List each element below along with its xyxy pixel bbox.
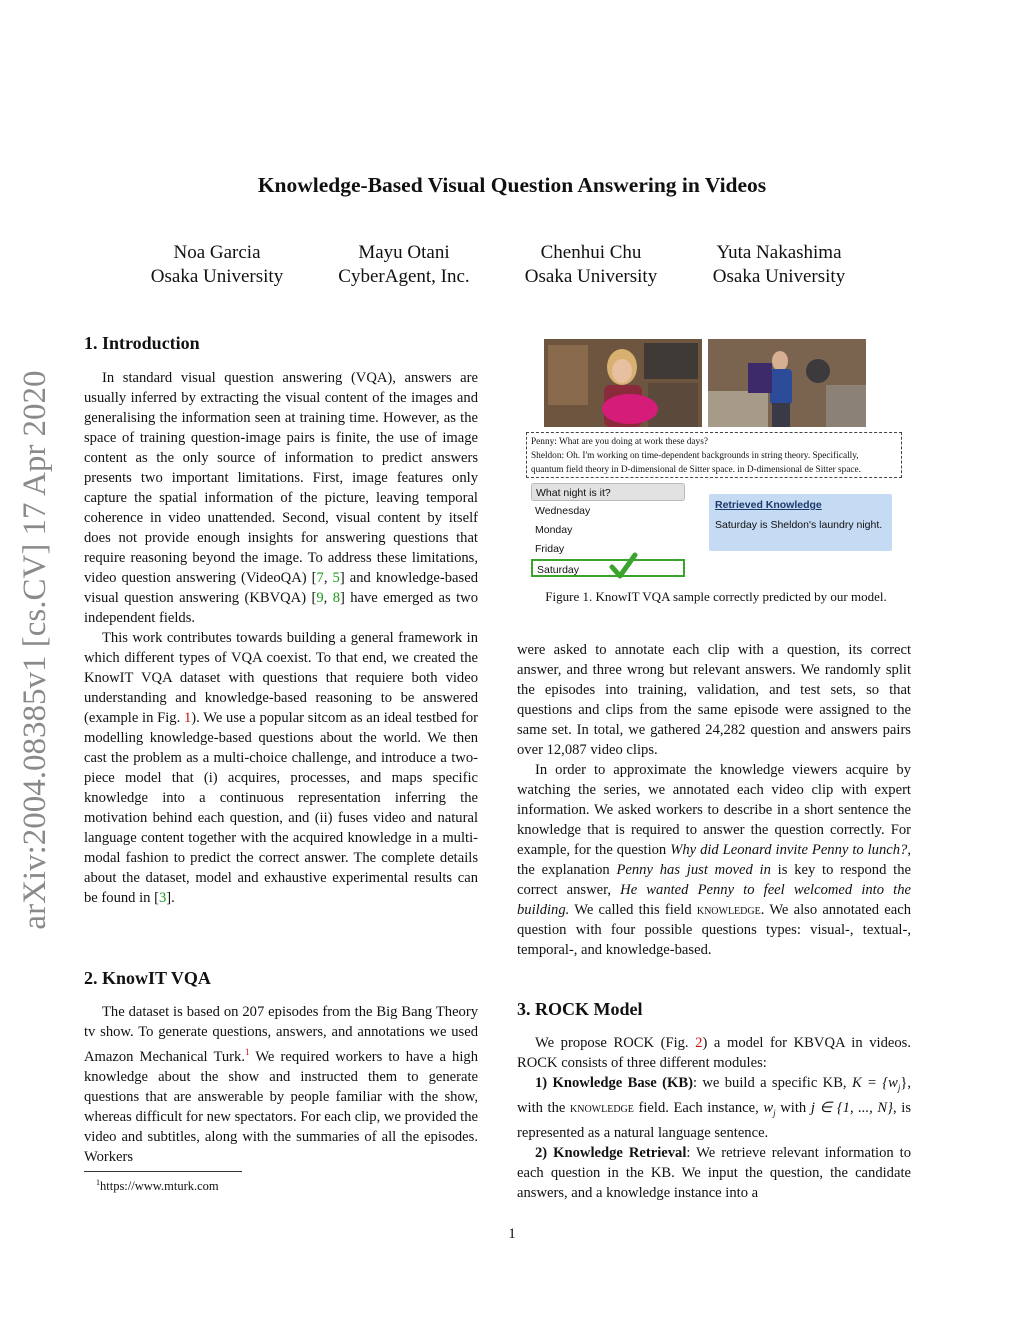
- subtitle-box: [526, 432, 902, 478]
- figure-ref-link[interactable]: 1: [183, 710, 192, 726]
- citation-link[interactable]: 3: [158, 890, 167, 906]
- author-block: [491, 241, 691, 289]
- rock-body: [517, 1033, 911, 1203]
- subtitle-line: Sheldon: Oh. I'm working on time-dependent backgrounds in string theory. Specifically,: [531, 451, 859, 461]
- question-box: What night is it?: [531, 483, 685, 501]
- answer-option: Monday: [535, 524, 573, 536]
- figure-ref-link[interactable]: 2: [695, 1035, 703, 1051]
- author-affiliation: CyberAgent, Inc.: [338, 266, 470, 287]
- paragraph: The dataset is based on 207 episodes from the Big Bang Theory tv show. To generate questions, answers, and annotations we used Amazon Mechanical Turk.$^1$ We required workers to have a high knowledge about the show and instructed them to generate questions that are answerable by people familiar with the show, whereas difficult for new spectators. For each clip, we provided the video and subtitles, along with the summaries of all the episodes. Workers: [84, 1004, 478, 1165]
- answer-option: Friday: [535, 543, 565, 555]
- author-block: [679, 241, 879, 289]
- footnote: $^1$https://www.mturk.com: [96, 1178, 219, 1194]
- author-name: Yuta Nakashima: [716, 242, 842, 263]
- video-frame-left: [544, 339, 702, 427]
- author-name: Chenhui Chu: [540, 242, 642, 263]
- page-number: 1: [508, 1226, 516, 1242]
- paragraph: This work contributes towards building a general framework in which different types of VQA coexist. To that end, we created the KnowIT VQA dataset with questions that requiere both video understanding and knowledge-based reasoning to be answered (example in Fig. 1). We use a popular sitcom as an ideal testbed for modelling knowledge-based questions about the world. We then cast the problem as a multi-choice challenge, and introduce a two-piece model that (i) acquires, processes, and maps specific knowledge into a continuous representation inferring the motivation behind each question, and (ii) fuses video and natural language content together with the acquired knowledge in a multi-modal fashion to predict the correct answer. The complete details about the dataset, model and exhaustive experimental results can be found in [3].: [84, 630, 478, 906]
- citation-link[interactable]: 9: [316, 590, 324, 606]
- section-heading-introduction: 1. Introduction: [84, 333, 200, 353]
- citation-link[interactable]: 7: [316, 570, 324, 586]
- footnote-divider: [84, 1171, 242, 1172]
- author-block: [304, 241, 504, 289]
- introduction-body: [84, 368, 478, 908]
- author-affiliation: Osaka University: [712, 266, 846, 287]
- retrieved-knowledge-title: Retrieved Knowledge: [715, 499, 822, 511]
- retrieved-knowledge-text: Saturday is Sheldon's laundry night.: [715, 519, 883, 531]
- author-affiliation: Osaka University: [524, 266, 658, 287]
- paragraph: In standard visual question answering (VQA), answers are usually inferred by extracting the visual content of the images and generalising the information seen at training time. However, as the space of training question-image pairs is finite, the use of image content as the only source of information to predict answers presents two important limitations. First, image features only capture the spatial information of the picture, leaving temporal coherence in video unattended. Second, visual content by itself does not provide enough insights for answering questions that require reasoning beyond the image. To address these limitations, video question answering (VideoQA) [7, 5] and knowledge-based visual question answering (KBVQA) [9, 8] have emerged as two independent fields.: [84, 370, 478, 626]
- section-heading-knowit: 2. KnowIT VQA: [84, 968, 211, 988]
- paragraph: were asked to annotate each clip with a question, its correct answer, and three wrong but relevant answers. We randomly split the episodes into training, validation, and test sets, so that questions and clips from the same episode were assigned to the same set. In total, we gathered 24,282 question and answers pairs over 12,087 video clips.: [517, 642, 911, 758]
- author-affiliation: Osaka University: [150, 266, 284, 287]
- citation-link[interactable]: 5: [332, 570, 340, 586]
- figure-caption: Figure 1. KnowIT VQA sample correctly predicted by our model.: [545, 589, 887, 604]
- citation-link[interactable]: 8: [332, 590, 340, 606]
- paragraph: 1) Knowledge Base (KB): we build a specific KB, $K = \{w_j\}$, with the knowledge field. Each instance, $w_j$ with j ∈ {1, ..., N}, is represented as a natural language sentence.: [517, 1075, 912, 1141]
- subtitle-line: Penny: What are you doing at work these days?: [531, 437, 708, 447]
- knowit-body-continued: [517, 640, 911, 960]
- paragraph: We propose ROCK (Fig. 2) a model for KBVQA in videos. ROCK consists of three different modules:: [517, 1035, 911, 1071]
- subtitle-line: quantum field theory in D-dimensional de Sitter space. in D-dimensional de Sitter space.: [531, 465, 861, 475]
- video-frame-right: [708, 339, 866, 427]
- retrieved-knowledge-box: [709, 494, 892, 551]
- paper-title: Knowledge-Based Visual Question Answering in Videos: [257, 173, 767, 197]
- footnote-marker[interactable]: 1: [244, 1047, 250, 1057]
- paragraph: In order to approximate the knowledge viewers acquire by watching the series, we annotated each video clip with expert information. We asked workers to describe in a short sentence the knowledge that is required to answer the question correctly. For example, for the question Why did Leonard invite Penny to lunch?, the explanation Penny has just moved in is key to respond the correct answer, He wanted Penny to feel welcomed into the building. We called this field knowledge. We also annotated each question with four possible questions types: visual-, textual-, temporal-, and knowledge-based.: [517, 762, 911, 958]
- arxiv-identifier: arXiv:2004.08385v1 [cs.CV] 17 Apr 2020: [17, 370, 53, 930]
- author-block: [117, 241, 317, 289]
- answer-option-correct: Saturday: [531, 559, 685, 577]
- section-heading-rock: 3. ROCK Model: [517, 999, 643, 1019]
- checkmark-icon: [608, 551, 638, 581]
- author-name: Noa Garcia: [173, 242, 261, 263]
- knowit-body: [84, 1002, 478, 1167]
- paragraph: 2) Knowledge Retrieval: We retrieve relevant information to each question in the KB. We input the question, the candidate answers, and a knowledge instance into a: [517, 1144, 911, 1201]
- answer-option: Wednesday: [535, 505, 591, 517]
- author-name: Mayu Otani: [358, 242, 450, 263]
